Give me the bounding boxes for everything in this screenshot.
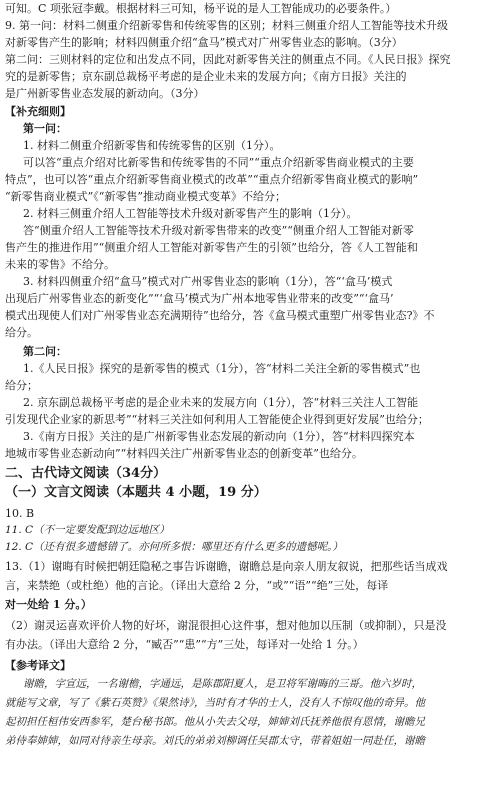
- answer-line: 10. B: [5, 507, 35, 520]
- text-line: 给分；: [5, 379, 38, 392]
- text-line: 对一处给 1 分。）: [5, 598, 92, 611]
- sub-heading: 第一问：: [23, 122, 67, 135]
- text-line: 第二问：三则材料的定位和出发点不同，因此对新零售关注的侧重点不同。《人民日报》探究: [5, 53, 451, 66]
- section-heading: （一）文言文阅读（本题共 4 小题，19 分）: [5, 485, 267, 500]
- text-line: 9. 第一问：材料二侧重介绍新零售和传统零售的区别；材料三侧重介绍人工智能等技术升级: [5, 19, 448, 32]
- text-line: 起初担任桓伟安西参军，楚台秘书郎。他从小失去父母，婶婶刘氏抚养他很有恩情，谢瞻兄: [5, 716, 425, 728]
- answer-line: 12. C（还有很多遗憾错了。亦何所多恨：哪里还有什么更多的遗憾呢。）: [5, 541, 343, 553]
- text-line: 谢瞻，字宣远，一名谢檐，字通远，是陈郡阳夏人，是卫将军谢晦的三哥。他六岁时，: [23, 678, 422, 690]
- text-line: 3.《南方日报》关注的是广州新零售业态发展的新动向（1分），答“材料四探究本: [23, 430, 415, 443]
- sub-heading: 第二问：: [23, 345, 67, 358]
- text-line: 究的是新零售；京东副总裁杨平考虑的是企业未来的发展方向；《南方日报》关注的: [5, 70, 407, 83]
- text-line: 1. 材料二侧重介绍新零售和传统零售的区别（1分）。: [23, 139, 281, 152]
- text-line: 售产生的推进作用”“侧重介绍人工智能对新零售产生的引领”也给分，答《人工智能和: [5, 241, 418, 254]
- text-line: 就能写文章，写了《紫石英赞》《果然诗》，当时有才华的士人，没有人不惊叹他的奇异。他: [5, 697, 425, 709]
- section-heading: 【补充细则】: [5, 105, 71, 118]
- text-line: 答“侧重介绍人工智能等技术升级对新零售带来的改变”“侧重介绍人工智能对新零: [23, 224, 414, 237]
- text-line: 地城市零售业态新动向”“材料四关注广州新零售业态的创新变革”也给分。: [5, 447, 363, 460]
- text-line: 对新零售产生的影响；材料四侧重介绍“盒马”模式对广州零售业态的影响。（3分）: [5, 36, 403, 49]
- text-line: （2）谢灵运喜欢评价人物的好坏，谢混很担心这件事，想对他加以压制（或抑制），只是没: [5, 619, 447, 632]
- text-line: 13.（1）谢晦有时候把朝廷隐秘之事告诉谢瞻，谢瞻总是向亲人朋友叙说，把那些话当成戏: [5, 560, 448, 573]
- text-line: 有办法。（译出大意给 2 分，“臧否”“患”“方”三处，每译对一处给 1 分。）: [5, 638, 364, 651]
- text-line: 给分。: [5, 326, 38, 339]
- text-line: 2. 京东副总裁杨平考虑的是企业未来的发展方向（1分），答“材料三关注人工智能: [23, 396, 419, 409]
- section-heading: 【参考译文】: [5, 659, 71, 672]
- text-line: 言，来禁绝（或杜绝）他的言论。（译出大意给 2 分，“或”“语”“绝”三处，每译: [5, 579, 389, 592]
- text-line: “新零售商业模式”《“新零售”推动商业模式变革》不给分；: [5, 190, 286, 203]
- text-line: 特点”，也可以答“重点介绍新零售商业模式的改革”“重点介绍新零售商业模式的影响”: [5, 173, 419, 186]
- text-line: 可以答“重点介绍对比新零售和传统零售的不同”“重点介绍新零售商业模式的主要: [23, 156, 414, 169]
- text-line: 3. 材料四侧重介绍“盒马”模式对广州零售业态的影响（1分），答“‘盒马’模式: [23, 275, 393, 288]
- section-heading: 二、古代诗文阅读（34分）: [5, 466, 167, 481]
- text-line: 出现后广州零售业态的新变化”“‘盒马’模式为广州本地零售业带来的改变”“‘盒马’: [5, 292, 394, 305]
- text-line: 弟侍奉婶婶，如同对待亲生母亲。刘氏的弟弟刘柳调任吴郡太守，带着姐姐一同赴任，谢瞻: [5, 735, 425, 747]
- text-line: 1.《人民日报》探究的是新零售的模式（1分），答“材料二关注全新的零售模式”也: [23, 362, 421, 375]
- text-line: 未来的零售》不给分。: [5, 258, 115, 271]
- answer-line: 11. C（不一定要发配到边远地区）: [5, 524, 170, 536]
- text-line: 可知。C 项张冠李戴。根据材料三可知，杨平说的是人工智能成功的必要条件。）: [5, 2, 397, 15]
- text-line: 是广州新零售业态发展的新动向。（3分）: [5, 87, 205, 100]
- text-line: 2. 材料三侧重介绍人工智能等技术升级对新零售产生的影响（1分）。: [23, 207, 358, 220]
- text-line: 引发现代企业家的新思考”“材料三关注如何利用人工智能使企业得到更好发展”也给分；: [5, 413, 429, 426]
- text-line: 模式出现使人们对广州零售业态充满期待”也给分，答《盒马模式重塑广州零售业态?》不: [5, 309, 435, 322]
